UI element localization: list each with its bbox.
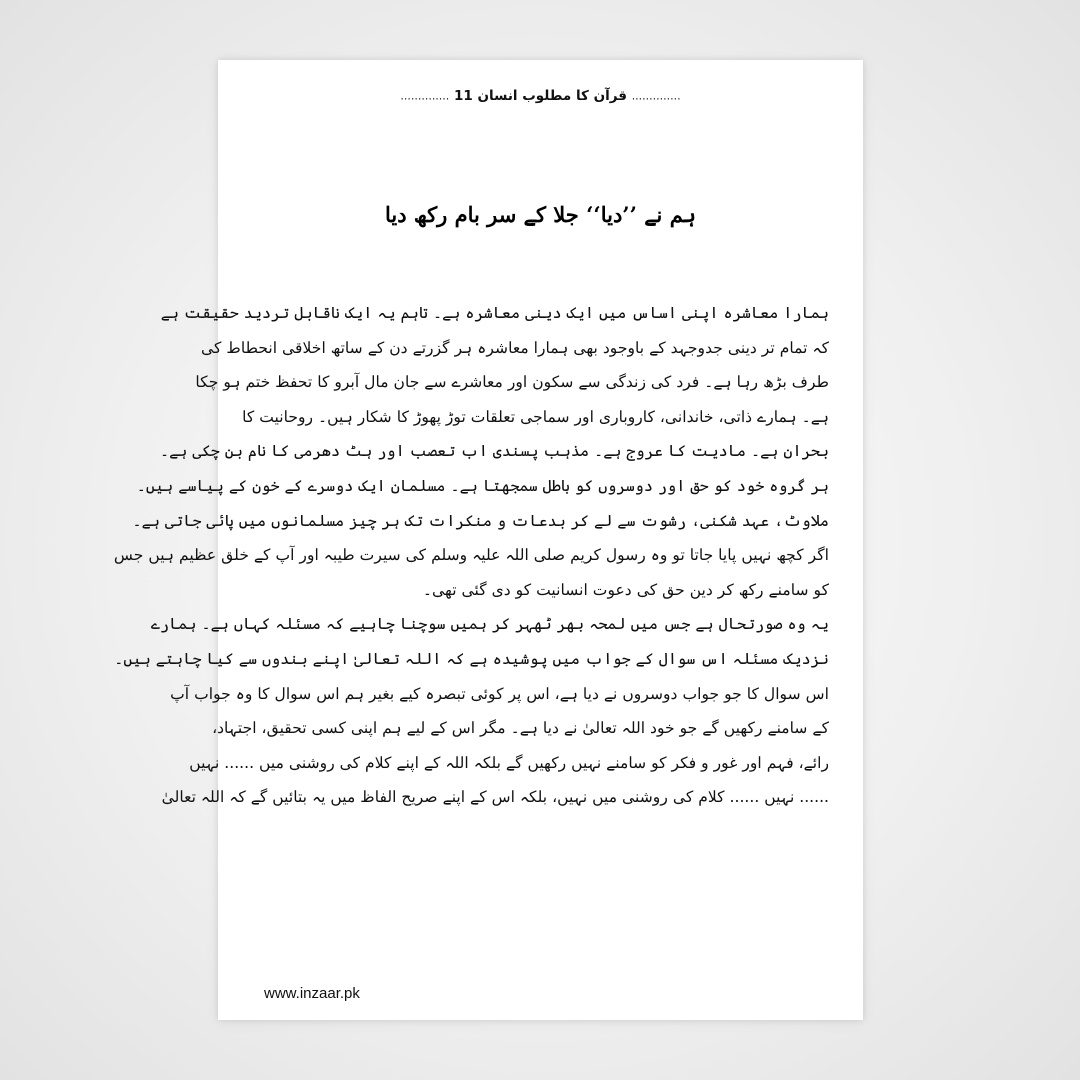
chapter-title: ہم نے ’’دیا‘‘ جلا کے سر بام رکھ دیا (384, 202, 696, 227)
footer-website-url: www.inzaar.pk (264, 985, 360, 1002)
body-text (113, 296, 829, 815)
header-book-title: قرآن کا مطلوب انسان 11 (454, 88, 627, 104)
text-line: ہر گروہ خود کو حق اور دوسروں کو باطل سمجھتا ہے۔ مسلمان ایک دوسرے کے خون کے پیاسے ہیں۔ (136, 476, 829, 495)
text-line: اس سوال کا جو جواب دوسروں نے دیا ہے، اس پر کوئی تبصرہ کیے بغیر ہم اس سوال کا وہ جواب آپ (170, 684, 829, 703)
text-line: کہ تمام تر دینی جدوجہد کے باوجود بھی ہمارا معاشرہ ہر گزرتے دن کے ساتھ اخلاقی انحطاط کی (201, 338, 829, 357)
text-line: ملاوٹ، عہد شکنی، رشوت سے لے کر بدعات و منکرات تک ہر چیز مسلمانوں میں پائی جاتی ہے۔ (132, 511, 829, 530)
text-line: ہمارا معاشرہ اپنی اساس میں ایک دینی معاشرہ ہے۔ تاہم یہ ایک ناقابل تردید حقیقت ہے (160, 304, 829, 322)
text-line: یہ وہ صورتحال ہے جس میں لمحہ بھر ٹھہر کر ہمیں سوچنا چاہیے کہ مسئلہ کہاں ہے۔ ہمارے (150, 615, 829, 634)
header-leader-dots: .............. (400, 89, 450, 103)
text-line: کے سامنے رکھیں گے جو خود اللہ تعالیٰ نے دیا ہے۔ مگر اس کے لیے ہم اپنی کسی تحقیق، اجتہاد، (212, 719, 829, 738)
text-line: ...... نہیں ...... کلام کی روشنی میں نہیں، بلکہ اس کے اپنے صریح الفاظ میں یہ بتائیں گے کہ اللہ تعالیٰ (161, 788, 829, 807)
text-line: نزدیک مسئلہ اس سوال کے جواب میں پوشیدہ ہے کہ اللہ تعالیٰ اپنے بندوں سے کیا چاہتے ہیں۔ (114, 649, 829, 668)
text-line: رائے، فہم اور غور و فکر کو سامنے نہیں رکھیں گے بلکہ اللہ کے اپنے کلام کی روشنی میں ...... نہیں (189, 753, 829, 772)
header-leader-dots: .............. (631, 89, 681, 103)
text-line: اگر کچھ نہیں پایا جاتا تو وہ رسول کریم صلی اللہ علیہ وسلم کی سیرت طیبہ اور آپ کے خلق عظیم ہیں جس (113, 546, 829, 565)
running-header (218, 88, 863, 104)
document-page (113, 60, 863, 1020)
text-line: بحران ہے۔ مادیت کا عروج ہے۔ مذہب پسندی اب تعصب اور ہٹ دھرمی کا نام بن چکی ہے۔ (159, 442, 829, 461)
text-line: کو سامنے رکھ کر دین حق کی دعوت انسانیت کو دی گئی تھی۔ (422, 580, 829, 599)
text-line: ہے۔ ہمارے ذاتی، خاندانی، کاروباری اور سماجی تعلقات توڑ پھوڑ کا شکار ہیں۔ روحانیت کا (242, 407, 829, 426)
text-line: طرف بڑھ رہا ہے۔ فرد کی زندگی سے سکون اور معاشرے سے جان مال آبرو کا تحفظ ختم ہو چکا (195, 373, 829, 392)
